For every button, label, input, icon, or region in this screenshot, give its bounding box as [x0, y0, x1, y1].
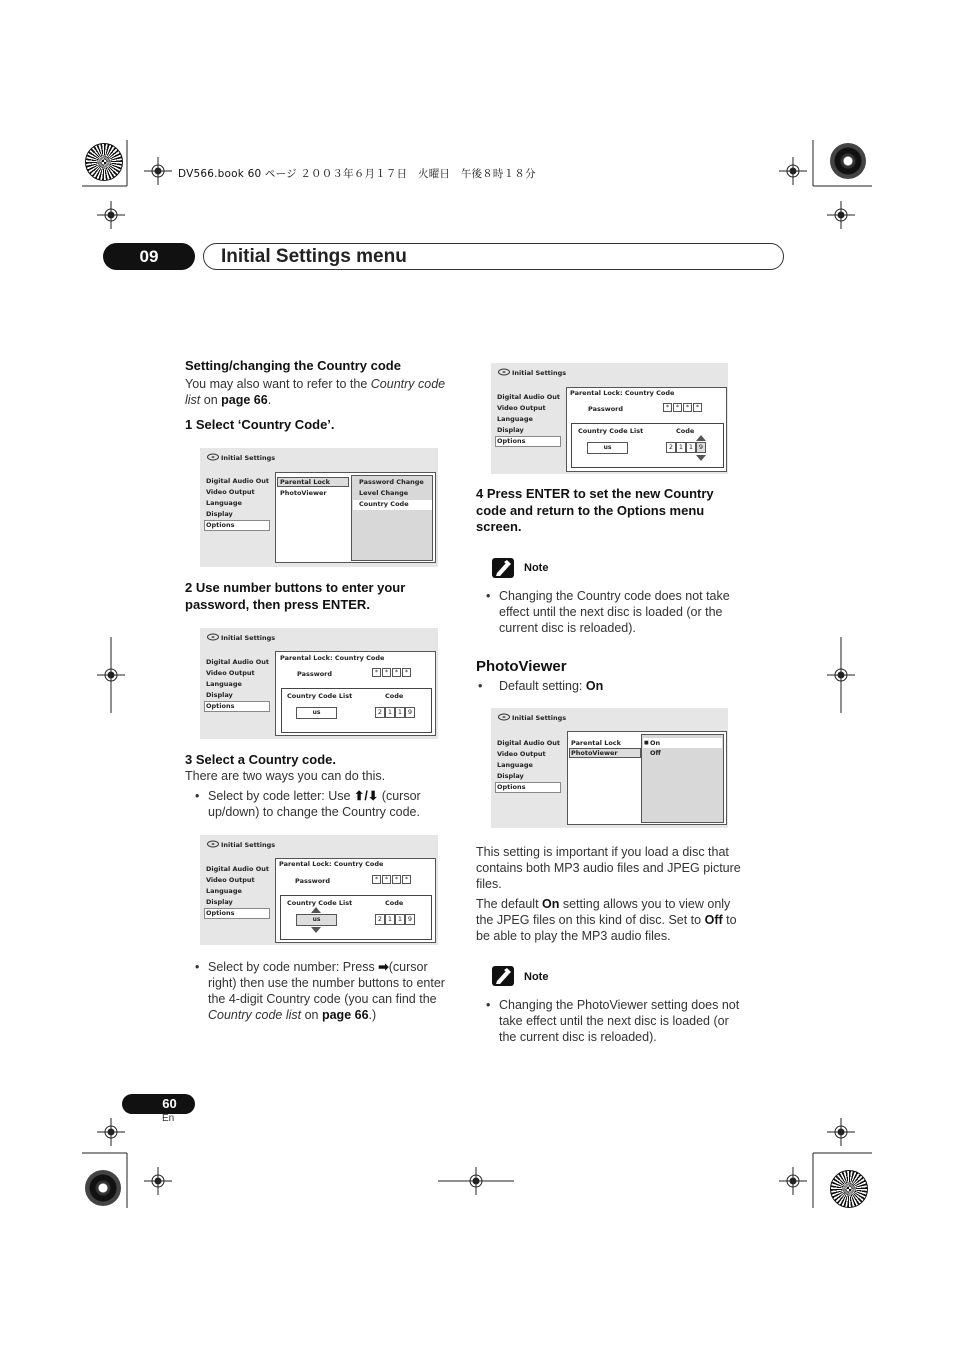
chapter-number: 09	[103, 243, 195, 270]
menu-item[interactable]: Video Output	[206, 488, 255, 496]
menu-item[interactable]: Display	[497, 772, 524, 780]
bullet-italic: Country code list	[208, 1008, 302, 1022]
note-text: Changing the Country code does not take effect until the next disc is loaded (or the current disc is reloaded).	[499, 589, 730, 635]
password-digit[interactable]: *	[382, 668, 391, 677]
left-menu	[205, 657, 270, 712]
photoviewer-heading: PhotoViewer	[476, 658, 567, 675]
country-field[interactable]: us	[587, 442, 628, 454]
submenu-item[interactable]: PhotoViewer	[280, 489, 327, 497]
option-item[interactable]: Password Change	[359, 478, 424, 486]
screen-title: Initial Settings	[221, 634, 276, 642]
password-digit[interactable]: *	[392, 875, 401, 884]
up-down-arrow-icon: ⬆/⬇	[353, 789, 379, 803]
para-on: On	[542, 897, 560, 911]
bullet-code-letter	[195, 788, 448, 820]
screen-2	[200, 628, 438, 739]
down-arrow-icon	[696, 455, 706, 461]
submenu-item[interactable]: Parental Lock	[280, 478, 330, 486]
note-label: Note	[524, 971, 549, 983]
step-4: 4 Press ENTER to set the new Country code and return to the Options menu screen.	[476, 486, 714, 534]
language-code: En	[162, 1113, 175, 1124]
screen-photoviewer	[491, 708, 728, 828]
option-item[interactable]: Level Change	[359, 489, 409, 497]
screen-4	[491, 363, 728, 474]
option-off[interactable]: Off	[650, 749, 661, 757]
step-1: 1 Select ‘Country Code’.	[185, 417, 335, 432]
password-digit[interactable]: *	[392, 668, 401, 677]
menu-item[interactable]: Video Output	[206, 669, 255, 677]
panel-title: Parental Lock: Country Code	[280, 654, 385, 662]
bullet-dot: •	[195, 789, 200, 803]
up-arrow-icon	[311, 907, 321, 913]
menu-item[interactable]: Digital Audio Out	[206, 658, 270, 666]
code-digit[interactable]: 2	[375, 914, 385, 925]
password-digit[interactable]: *	[673, 403, 682, 412]
country-code-list-label: Country Code List	[287, 692, 353, 700]
password-digit[interactable]: *	[372, 668, 381, 677]
screen-title: Initial Settings	[512, 369, 567, 377]
menu-item[interactable]: Video Output	[206, 876, 255, 884]
bullet-dot: •	[486, 998, 491, 1012]
para-text: The default	[476, 897, 543, 911]
menu-item[interactable]: Language	[497, 415, 533, 423]
left-menu	[205, 476, 270, 531]
left-menu	[496, 392, 561, 447]
password-label: Password	[295, 877, 331, 885]
menu-item[interactable]: Digital Audio Out	[206, 477, 270, 485]
menu-item[interactable]: Display	[206, 898, 233, 906]
default-value: On	[585, 679, 604, 693]
up-arrow-icon	[696, 435, 706, 441]
third-level-panel	[351, 475, 433, 561]
screen-title: Initial Settings	[512, 714, 567, 722]
bullet-text-b: (cursor up/down) to change the Country code.	[208, 789, 421, 819]
step-3: 3 Select a Country code.	[185, 752, 336, 767]
country-code-heading: Setting/changing the Country code	[185, 358, 401, 373]
menu-item[interactable]: Digital Audio Out	[206, 865, 270, 873]
menu-item-selected[interactable]: Options	[495, 436, 561, 447]
password-digit[interactable]: *	[372, 875, 381, 884]
note-2	[486, 997, 744, 1045]
disc-icon	[498, 368, 510, 376]
option-item-selected[interactable]: Country Code	[359, 500, 409, 508]
chapter-title: Initial Settings menu	[203, 243, 784, 270]
menu-item[interactable]: Digital Audio Out	[497, 739, 561, 747]
password-digit[interactable]: *	[693, 403, 702, 412]
intro-italic: Country code list	[185, 377, 446, 407]
code-label: Code	[385, 692, 404, 700]
password-digit[interactable]: *	[683, 403, 692, 412]
bullet-text: Select by code letter: Use	[208, 789, 354, 803]
password-digit[interactable]: *	[402, 668, 411, 677]
code-digit[interactable]: 9	[405, 914, 415, 925]
note-text: Changing the PhotoViewer setting does not take effect until the next disc is loaded (or the current disc is reloaded).	[499, 998, 740, 1044]
print-header: DV566.book 60 ページ ２００３年６月１７日 火曜日 午後８時１８分	[178, 168, 536, 180]
page-number-text: 60	[162, 1096, 177, 1111]
bullet-text-b: (cursor right) then use the number buttons to enter the 4-digit Country code (you can find the	[208, 960, 445, 1006]
code-label: Code	[676, 427, 695, 435]
code-digit[interactable]: 9	[405, 707, 415, 718]
bullet-dot: •	[486, 589, 491, 603]
note-1	[486, 588, 744, 636]
menu-item[interactable]: Display	[206, 510, 233, 518]
disc-icon	[498, 713, 510, 721]
password-digit[interactable]: *	[663, 403, 672, 412]
bullet-text: Select by code number: Press	[208, 960, 379, 974]
code-digit[interactable]: 1	[385, 707, 395, 718]
left-menu	[496, 738, 561, 793]
password-digit[interactable]: *	[382, 875, 391, 884]
screen-title: Initial Settings	[221, 841, 276, 849]
menu-item-selected[interactable]: Options	[495, 782, 561, 793]
menu-item[interactable]: Language	[206, 499, 242, 507]
selected-bullet-icon: ■	[644, 740, 649, 746]
bullet-end: .)	[368, 1008, 377, 1022]
screen-3	[200, 835, 438, 945]
default-setting	[478, 678, 604, 694]
left-menu	[205, 864, 270, 919]
menu-item[interactable]: Video Output	[497, 404, 546, 412]
menu-item[interactable]: Digital Audio Out	[497, 393, 561, 401]
bullet-dot: •	[195, 960, 200, 974]
panel-title: Parental Lock: Country Code	[570, 389, 675, 397]
menu-item-selected[interactable]: Options	[204, 520, 270, 531]
bullet-code-number	[195, 959, 450, 1023]
code-digit[interactable]: 2	[666, 442, 676, 453]
menu-item[interactable]: Language	[206, 680, 242, 688]
code-digit-selected[interactable]: 9	[696, 442, 706, 453]
disc-icon	[207, 453, 219, 461]
code-digit[interactable]: 1	[676, 442, 686, 453]
code-digit[interactable]: 1	[395, 914, 405, 925]
photoviewer-paragraph-1: This setting is important if you load a disc that contains both MP3 audio files and JPEG picture files.	[476, 845, 741, 891]
down-arrow-icon	[311, 927, 321, 933]
panel-title: Parental Lock: Country Code	[279, 860, 384, 868]
menu-item-selected[interactable]: Options	[204, 908, 270, 919]
password-digit[interactable]: *	[402, 875, 411, 884]
password-label: Password	[297, 670, 333, 678]
intro-page-ref: page 66	[221, 393, 268, 407]
disc-icon	[207, 633, 219, 641]
screen-1	[200, 448, 438, 567]
bullet-dot: •	[478, 679, 483, 693]
code-digit[interactable]: 1	[385, 914, 395, 925]
photoviewer-paragraph-2	[476, 896, 746, 944]
note-label: Note	[524, 562, 549, 574]
code-digit[interactable]: 2	[375, 707, 385, 718]
page-number	[122, 1094, 195, 1114]
para-text-b: setting allows you to view only the JPEG files on this kind of disc. Set to	[476, 897, 731, 927]
bullet-page-ref: page 66	[321, 1008, 369, 1022]
country-code-list-label: Country Code List	[287, 899, 353, 907]
intro-paragraph	[185, 376, 457, 408]
country-field-selected[interactable]: us	[296, 914, 337, 926]
menu-item[interactable]: Language	[206, 887, 242, 895]
right-arrow-icon: ➡	[378, 960, 389, 974]
menu-item-selected[interactable]: Options	[204, 701, 270, 712]
menu-item[interactable]: Language	[497, 761, 533, 769]
submenu-item-selected[interactable]: PhotoViewer	[571, 749, 618, 757]
country-code-list-label: Country Code List	[578, 427, 644, 435]
para-text-c: to be able to play the MP3 audio files.	[476, 913, 737, 943]
code-digit[interactable]: 1	[395, 707, 405, 718]
country-field[interactable]: us	[296, 707, 337, 719]
password-label: Password	[588, 405, 624, 413]
note-icon	[492, 558, 514, 578]
intro-text: You may also want to refer to the	[185, 377, 371, 391]
step-2: 2 Use number buttons to enter your password, then press ENTER.	[185, 580, 406, 612]
intro-text-b: on	[200, 393, 222, 407]
default-text: Default setting:	[499, 679, 586, 693]
bullet-text-c: on	[301, 1008, 322, 1022]
disc-icon	[207, 840, 219, 848]
menu-item[interactable]: Display	[206, 691, 233, 699]
menu-item[interactable]: Display	[497, 426, 524, 434]
intro-end: .	[267, 393, 272, 407]
option-on[interactable]: On	[650, 739, 661, 747]
code-label: Code	[385, 899, 404, 907]
para-off: Off	[704, 913, 723, 927]
screen-title: Initial Settings	[221, 454, 276, 462]
submenu-item[interactable]: Parental Lock	[571, 739, 621, 747]
note-icon	[492, 966, 514, 986]
code-digit[interactable]: 1	[686, 442, 696, 453]
menu-item[interactable]: Video Output	[497, 750, 546, 758]
step-3-sub: There are two ways you can do this.	[185, 769, 386, 783]
